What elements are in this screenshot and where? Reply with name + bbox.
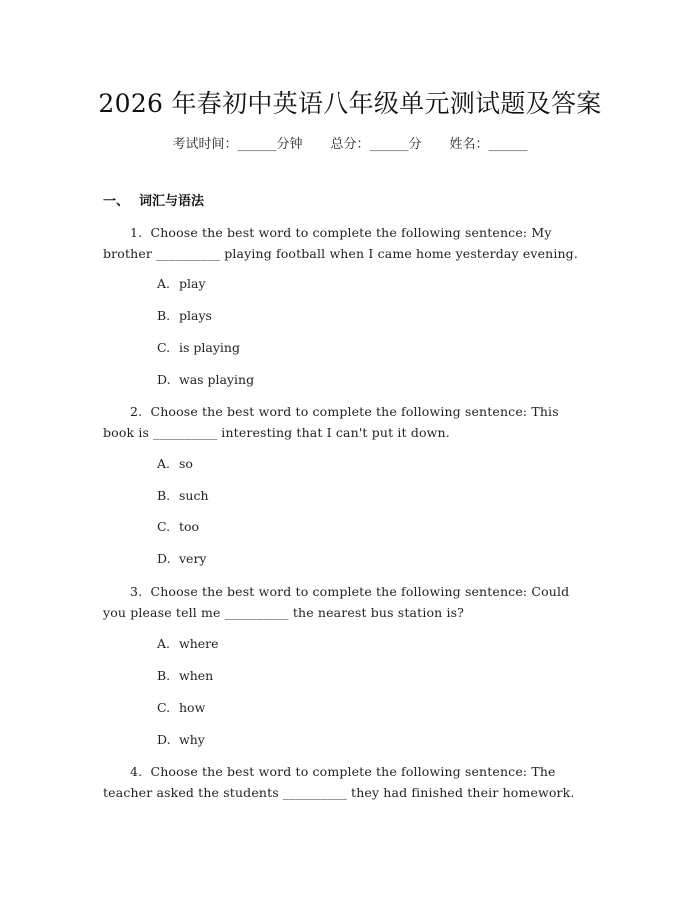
option-1c bbox=[157, 340, 240, 355]
section-heading bbox=[103, 190, 204, 209]
option-3b bbox=[157, 668, 213, 683]
question-4-line2: teacher asked the students __________ they had finished their homework. bbox=[103, 785, 575, 800]
option-2c bbox=[157, 519, 199, 534]
option-text: was playing bbox=[179, 372, 255, 387]
section-title: 词汇与语法 bbox=[139, 194, 205, 209]
question-text: Choose the best word to complete the following sentence: The bbox=[150, 764, 556, 779]
option-letter: B. bbox=[157, 488, 171, 503]
option-1d bbox=[157, 372, 254, 387]
question-text: Choose the best word to complete the following sentence: This bbox=[150, 404, 559, 419]
exam-time-field: 考试时间：______分钟 bbox=[172, 137, 303, 152]
option-3d bbox=[157, 732, 205, 747]
option-text: is playing bbox=[179, 340, 240, 355]
question-4 bbox=[103, 761, 595, 803]
question-number: 1. bbox=[130, 225, 143, 240]
option-2a bbox=[157, 456, 193, 471]
option-text: when bbox=[179, 668, 214, 683]
option-letter: C. bbox=[157, 340, 171, 355]
question-1-line1 bbox=[103, 222, 595, 243]
option-letter: D. bbox=[157, 551, 171, 566]
option-2d bbox=[157, 551, 207, 566]
section-number: 一、 bbox=[103, 194, 130, 209]
option-text: why bbox=[179, 732, 205, 747]
option-text: so bbox=[179, 456, 193, 471]
question-text: Choose the best word to complete the following sentence: Could bbox=[150, 584, 570, 599]
option-text: play bbox=[179, 276, 206, 291]
option-text: such bbox=[179, 488, 209, 503]
option-1b bbox=[157, 308, 212, 323]
total-score-field: 总分：______分 bbox=[330, 137, 422, 152]
option-letter: A. bbox=[157, 456, 171, 471]
question-1 bbox=[103, 222, 595, 264]
option-text: plays bbox=[179, 308, 212, 323]
option-3a bbox=[157, 636, 219, 651]
question-3 bbox=[103, 581, 595, 623]
question-2-line2: book is __________ interesting that I can't put it down. bbox=[103, 425, 450, 440]
student-name-field: 姓名：______ bbox=[449, 137, 528, 152]
option-text: where bbox=[179, 636, 219, 651]
option-letter: C. bbox=[157, 700, 171, 715]
question-3-line1 bbox=[103, 581, 595, 602]
option-text: very bbox=[179, 551, 207, 566]
question-text: Choose the best word to complete the following sentence: My bbox=[150, 225, 552, 240]
option-letter: C. bbox=[157, 519, 171, 534]
question-number: 3. bbox=[130, 584, 143, 599]
question-2 bbox=[103, 401, 595, 443]
option-letter: A. bbox=[157, 276, 171, 291]
question-number: 4. bbox=[130, 764, 143, 779]
option-2b bbox=[157, 488, 209, 503]
question-1-line2: brother __________ playing football when I came home yesterday evening. bbox=[103, 246, 578, 261]
option-letter: D. bbox=[157, 372, 171, 387]
option-text: too bbox=[179, 519, 200, 534]
option-text: how bbox=[179, 700, 206, 715]
option-3c bbox=[157, 700, 205, 715]
document-title: 2026 年春初中英语八年级单元测试题及答案 bbox=[98, 89, 602, 118]
option-letter: B. bbox=[157, 668, 171, 683]
option-letter: D. bbox=[157, 732, 171, 747]
question-2-line1 bbox=[103, 401, 595, 422]
exam-info-line bbox=[0, 133, 700, 152]
option-1a bbox=[157, 276, 206, 291]
option-letter: A. bbox=[157, 636, 171, 651]
question-number: 2. bbox=[130, 404, 143, 419]
question-4-line1 bbox=[103, 761, 595, 782]
question-3-line2: you please tell me __________ the nearest bus station is? bbox=[103, 605, 465, 620]
option-letter: B. bbox=[157, 308, 171, 323]
